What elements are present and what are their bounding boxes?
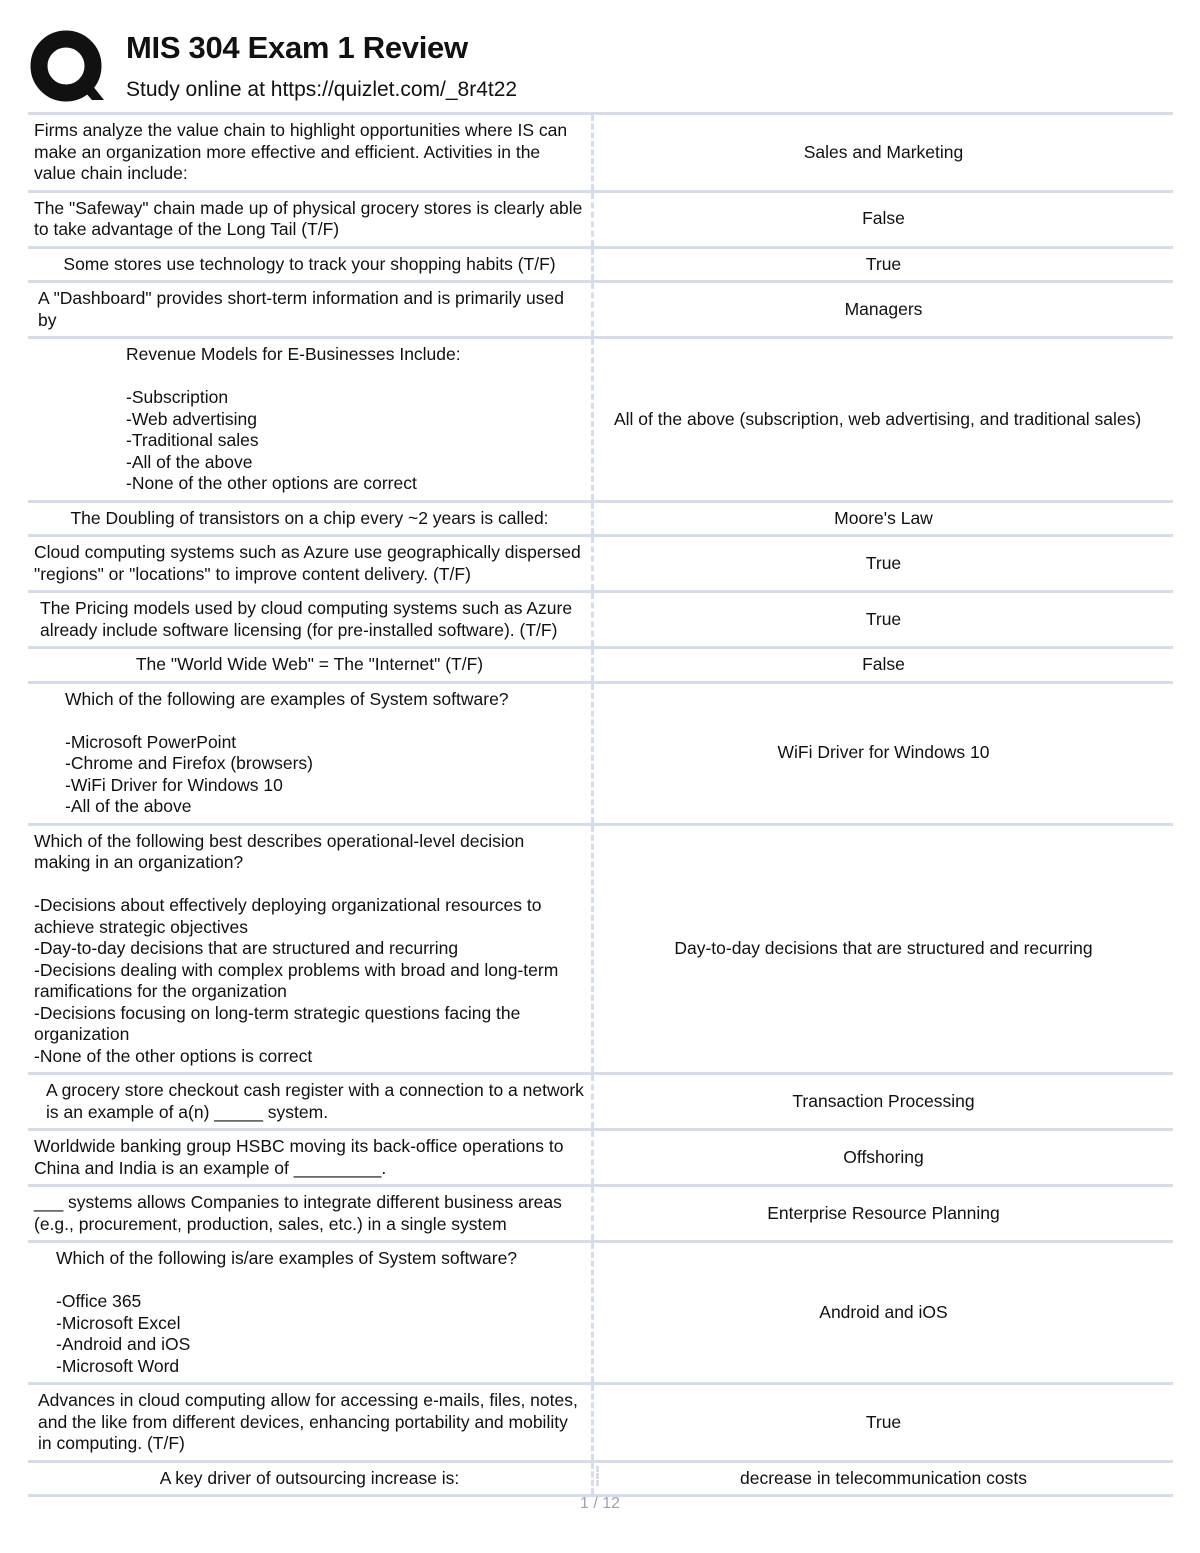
- card-row: [28, 684, 1173, 826]
- card-term: The "World Wide Web" = The "Internet" (T/F): [28, 649, 594, 681]
- card-term: A grocery store checkout cash register with a connection to a network is an example of a(n) _____ system.: [28, 1075, 594, 1128]
- card-definition: True: [865, 253, 902, 274]
- card-term: The Pricing models used by cloud computing systems such as Azure already include software licensing (for pre-installed software). (T/F): [28, 593, 594, 646]
- card-term: A key driver of outsourcing increase is:: [28, 1463, 594, 1495]
- card-term: Which of the following are examples of System software? -Microsoft PowerPoint -Chrome and Firefox (browsers) -WiFi Driver for Windows 10 -All of the above: [28, 684, 594, 823]
- card-list: [28, 112, 1173, 1497]
- card-row: [28, 1187, 1173, 1243]
- card-definition: Enterprise Resource Planning: [767, 1202, 1000, 1223]
- quizlet-logo-icon: [30, 30, 106, 106]
- card-definition: decrease in telecommunication costs: [740, 1467, 1027, 1488]
- card-term: Cloud computing systems such as Azure use geographically dispersed "regions" or "locations" to improve content delivery. (T/F): [28, 537, 594, 590]
- study-link[interactable]: Study online at https://quizlet.com/_8r4t22: [126, 78, 518, 101]
- card-definition: False: [862, 208, 905, 229]
- card-definition: Managers: [844, 298, 923, 319]
- card-row: [28, 339, 1173, 503]
- card-row: [28, 537, 1173, 593]
- page-number: 1 / 12: [579, 1495, 621, 1512]
- card-definition: Moore's Law: [834, 507, 933, 528]
- card-row: [28, 649, 1173, 684]
- card-term: Advances in cloud computing allow for accessing e-mails, files, notes, and the like from different devices, enhancing portability and mobility in computing. (T/F): [28, 1385, 594, 1460]
- card-definition: Android and iOS: [819, 1301, 948, 1322]
- card-row: [28, 193, 1173, 249]
- card-row: [28, 115, 1173, 193]
- card-row: [28, 593, 1173, 649]
- card-term: The "Safeway" chain made up of physical grocery stores is clearly able to take advantage of the Long Tail (T/F): [28, 193, 594, 246]
- card-row: [28, 1463, 1173, 1498]
- card-term: Revenue Models for E-Businesses Include: -Subscription -Web advertising -Traditional sales -All of the above -None of the other options are correct: [28, 339, 594, 500]
- card-row: [28, 1385, 1173, 1463]
- card-definition: Sales and Marketing: [803, 141, 964, 162]
- card-row: [28, 1075, 1173, 1131]
- card-term: Worldwide banking group HSBC moving its back-office operations to China and India is an example of _________.: [28, 1131, 594, 1184]
- card-row: [28, 826, 1173, 1076]
- card-term: Which of the following best describes operational-level decision making in an organization? -Decisions about effectively deploying organizational resources to achieve strategic objectives -Day-to-day decisions that are structured and recurring -Decisions dealing with complex problems with broad and long-term ramifications for the organization -Decisions focusing on long-term strategic questions facing the organization -None of the other options is correct: [28, 826, 594, 1073]
- card-term: A "Dashboard" provides short-term information and is primarily used by: [28, 283, 594, 336]
- card-definition: Offshoring: [843, 1146, 924, 1167]
- card-definition: True: [865, 1411, 902, 1432]
- card-row: [28, 283, 1173, 339]
- card-row: [28, 503, 1173, 538]
- card-definition: All of the above (subscription, web advertising, and traditional sales): [614, 408, 1142, 429]
- card-term: The Doubling of transistors on a chip every ~2 years is called:: [28, 503, 594, 535]
- card-definition: WiFi Driver for Windows 10: [777, 742, 990, 763]
- card-definition: True: [865, 552, 902, 573]
- card-term: Some stores use technology to track your shopping habits (T/F): [28, 249, 594, 281]
- card-definition: True: [865, 608, 902, 629]
- card-term: Which of the following is/are examples of System software? -Office 365 -Microsoft Excel -Android and iOS -Microsoft Word: [28, 1243, 594, 1382]
- card-definition: Day-to-day decisions that are structured and recurring: [674, 938, 1093, 958]
- card-row: [28, 249, 1173, 284]
- card-term: Firms analyze the value chain to highlight opportunities where IS can make an organization more effective and efficient. Activities in the value chain include:: [28, 115, 594, 190]
- card-term: ___ systems allows Companies to integrate different business areas (e.g., procurement, production, sales, etc.) in a single system: [28, 1187, 594, 1240]
- page-title: MIS 304 Exam 1 Review: [126, 30, 468, 65]
- card-row: [28, 1131, 1173, 1187]
- card-definition: Transaction Processing: [792, 1090, 975, 1111]
- card-row: [28, 1243, 1173, 1385]
- column-divider: [596, 1466, 599, 1486]
- card-definition: False: [862, 654, 905, 674]
